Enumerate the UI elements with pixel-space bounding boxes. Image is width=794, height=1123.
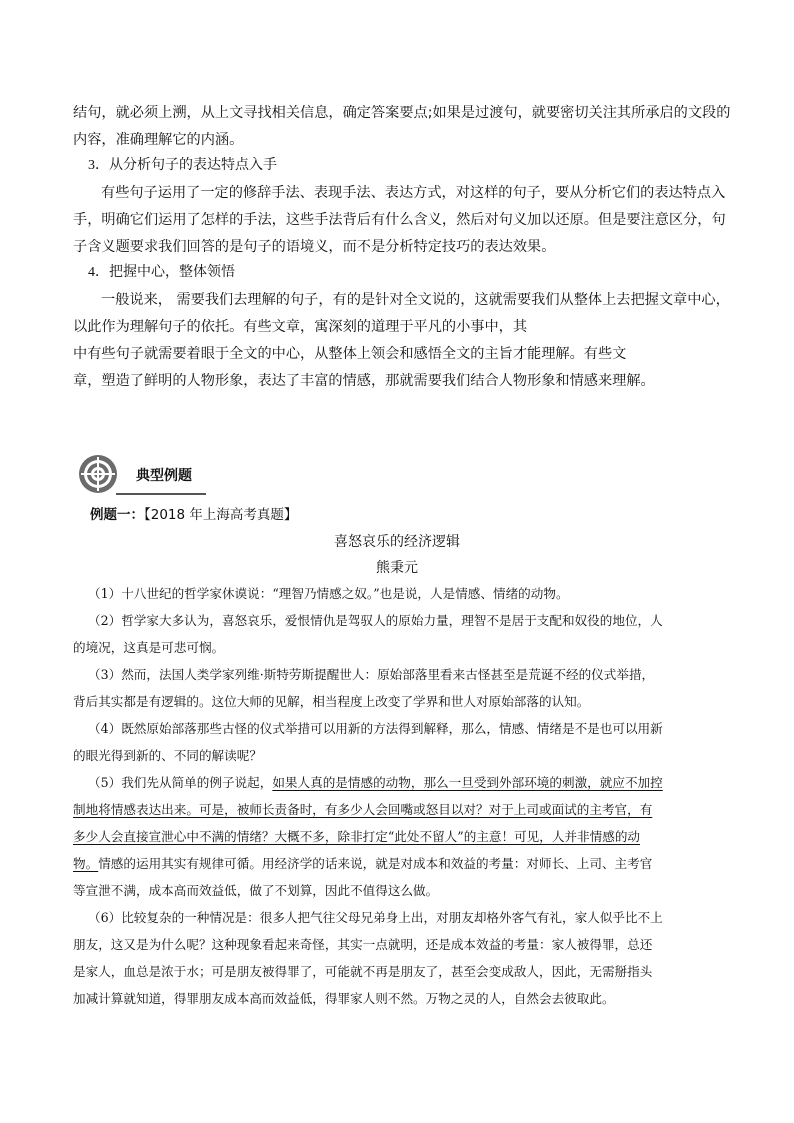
- paragraph-2-line: 的境况，这真是可悲可悯。: [73, 640, 225, 655]
- example-label: 例题一：: [90, 507, 144, 523]
- paragraph-5-line: 等宣泄不满，成本高而效益低，做了不划算，因此不值得这么做。: [73, 883, 439, 898]
- paragraph-4-line: 的眼光得到新的、不同的解读呢？: [73, 748, 262, 763]
- section-4-heading: 4．把握中心，整体领悟: [88, 265, 235, 280]
- section-3-heading: 3．从分析句子的表达特点入手: [88, 158, 277, 173]
- underlined-sentence: 物。: [73, 856, 99, 871]
- paragraph-5-line: [73, 827, 640, 847]
- paragraph-2-line: （2）哲学家大多认为，喜怒哀乐，爱恨情仇是驾驭人的原始力量，理智不是居于支配和奴役的地位，人: [88, 613, 663, 628]
- example-heading-title: 典型例题: [136, 468, 192, 484]
- paragraph-3-line: （3）然而，法国人类学家列维·斯特劳斯提醒世人：原始部落里看来古怪甚至是荒诞不经的仪式举措，: [88, 667, 655, 682]
- intro-line: 结句，就必须上溯，从上文寻找相关信息，确定答案要点;如果是过渡句，就要密切关注其所承启的文段的: [73, 105, 731, 121]
- target-icon: [78, 454, 118, 494]
- heading-underline: [116, 493, 206, 495]
- section-3-line: 子含义题要求我们回答的是句子的语境义，而不是分析特定技巧的表达效果。: [73, 239, 556, 255]
- paragraph-3-line: 背后其实都是有逻辑的。这位大师的见解，相当程度上改变了学界和世人对原始部落的认知。: [73, 694, 590, 709]
- section-4-line: 章，塑造了鲜明的人物形象，表达了丰富的情感，那就需要我们结合人物形象和情感来理解。: [73, 373, 655, 389]
- paragraph-5-text: （5）我们先从简单的例子说起，: [88, 775, 273, 790]
- underlined-sentence: 制地将情感表达出来。可是，被师长责备时，有多少人会回嘴或怒目以对？对于上司或面试的主考官，有: [73, 802, 653, 817]
- paragraph-1-line: （1）十八世纪的哲学家休谟说：“理智乃情感之奴。”也是说，人是情感、情绪的动物。: [88, 586, 569, 601]
- section-4-line: 以此作为理解句子的依托。有些文章，寓深刻的道理于平凡的小事中，其: [73, 319, 528, 335]
- paragraph-6-line: （6）比较复杂的一种情况是：很多人把气往父母兄弟身上出，对朋友却格外客气有礼，家人似乎比不上: [88, 910, 663, 925]
- paragraph-5-line: [88, 773, 663, 793]
- section-4-line: 中有些句子就需要着眼于全文的中心，从整体上领会和感悟全文的主旨才能理解。有些文: [73, 346, 627, 362]
- section-3-line: 有些句子运用了一定的修辞手法、表现手法、表达方式，对这样的句子，要从分析它们的表达特点入: [101, 185, 726, 201]
- paragraph-5-line: [73, 854, 652, 874]
- paragraph-6-line: 是家人，血总是浓于水；可是朋友被得罪了，可能就不再是朋友了，甚至会变成敌人，因此，无需掰指头: [73, 964, 653, 979]
- paragraph-5-line: [73, 800, 652, 820]
- underlined-sentence: 多少人会直接宣泄心中不满的情绪？大概不多，除非打定“此处不留人”的主意！可见，人并非情感的动: [73, 829, 641, 844]
- example-source: 【2018 年上海高考真题】: [144, 507, 298, 523]
- paragraph-6-line: 朋友，这又是为什么呢？这种现象看起来奇怪，其实一点就明，还是成本效益的考量：家人被得罪，总还: [73, 937, 653, 952]
- paragraph-5-text: 情感的运用其实有规律可循。用经济学的话来说，就是对成本和效益的考量：对师长、上司、主考官: [98, 856, 653, 871]
- section-3-line: 手，明确它们运用了怎样的手法，这些手法背后有什么含义，然后对句义加以还原。但是要注意区分，句: [73, 212, 726, 228]
- section-4-line: 一般说来， 需要我们去理解的句子，有的是针对全文说的，这就需要我们从整体上去把握文章中心，: [101, 292, 730, 308]
- intro-line: 内容，准确理解它的内涵。: [73, 132, 244, 148]
- example-section-heading: [78, 452, 208, 498]
- paragraph-6-line: 加减计算就知道，得罪朋友成本高而效益低，得罪家人则不然。万物之灵的人，自然会去彼取此。: [73, 991, 615, 1006]
- article-title: 喜怒哀乐的经济逻辑: [334, 534, 460, 550]
- example-label-row: [90, 503, 297, 523]
- underlined-sentence: 如果人真的是情感的动物，那么一旦受到外部环境的刺激，就应不加控: [272, 775, 663, 790]
- article-author: 熊秉元: [376, 560, 418, 576]
- paragraph-4-line: （4）既然原始部落那些古怪的仪式举措可以用新的方法得到解释，那么，情感、情绪是不是也可以用新: [88, 721, 663, 736]
